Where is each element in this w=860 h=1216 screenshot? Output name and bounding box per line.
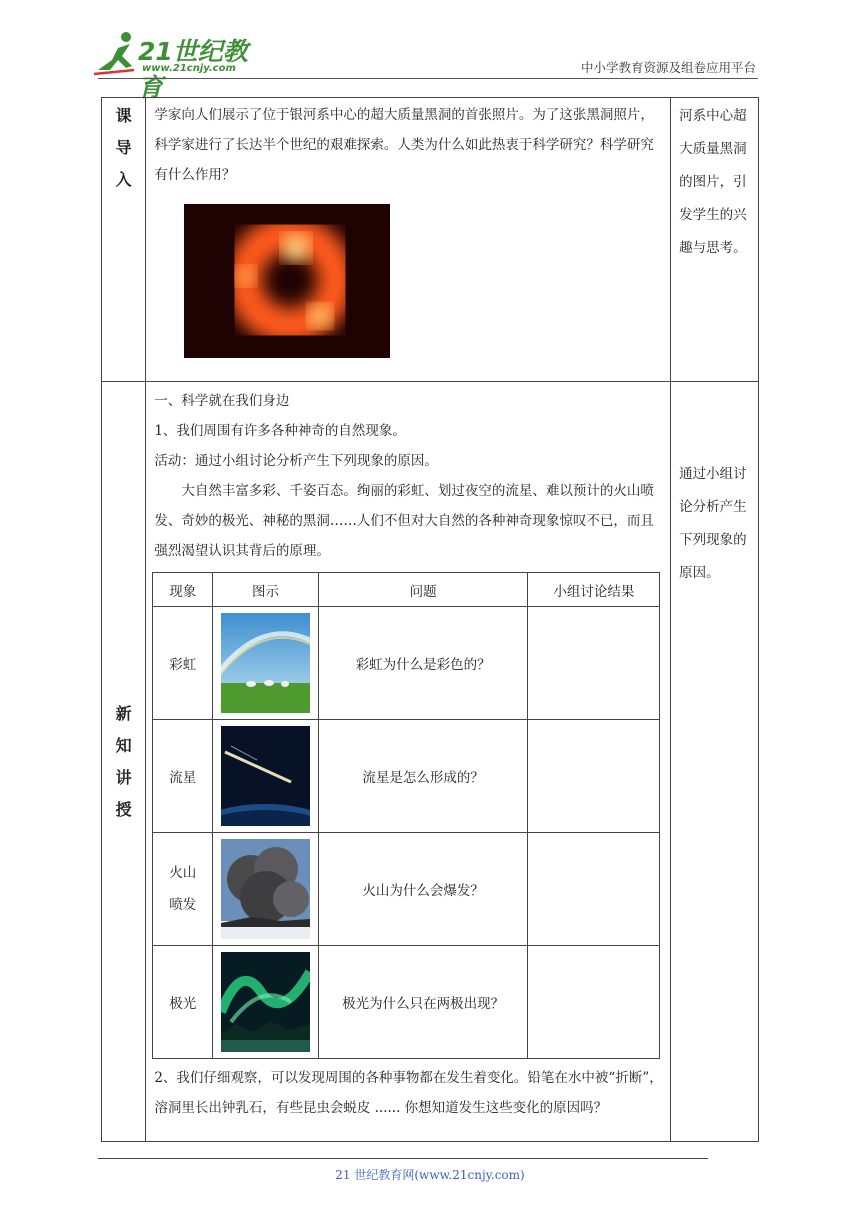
lesson-plan-table bbox=[101, 97, 759, 1142]
new-knowledge-label-char: 知 bbox=[115, 735, 132, 755]
illustration-cell bbox=[213, 946, 319, 1059]
intro-text: 学家向人们展示了位于银河系中心的超大质量黑洞的首张照片。为了这张黑洞照片，科学家进行了长达半个世纪的艰难探索。人类为什么如此热衷于科学研究？科学研究有什么作用？ bbox=[154, 107, 654, 183]
logo-text: 21世纪教育 bbox=[138, 37, 248, 102]
phenomenon-cell: 极光 bbox=[153, 946, 213, 1059]
illustration-cell bbox=[213, 833, 319, 946]
black-hole-image bbox=[184, 204, 390, 358]
new-knowledge-side-cell bbox=[671, 382, 759, 1142]
page-header bbox=[0, 0, 860, 102]
intro-label-char: 入 bbox=[115, 170, 132, 189]
section-heading: 一、科学就在我们身边 bbox=[154, 393, 290, 409]
phenomenon-cell: 流星 bbox=[153, 720, 213, 833]
volcano-image bbox=[221, 839, 310, 939]
column-header: 图示 bbox=[213, 573, 319, 607]
result-cell[interactable] bbox=[528, 833, 660, 946]
intro-label-cell bbox=[102, 98, 146, 382]
column-header: 问题 bbox=[318, 573, 527, 607]
illustration-cell bbox=[213, 720, 319, 833]
result-cell[interactable] bbox=[528, 946, 660, 1059]
question-cell: 火山为什么会爆发？ bbox=[318, 833, 527, 946]
new-knowledge-label-cell bbox=[102, 382, 146, 1142]
result-cell[interactable] bbox=[528, 720, 660, 833]
activity-text: 活动：通过小组讨论分析产生下列现象的原因。 bbox=[154, 453, 438, 469]
footer-divider bbox=[98, 1158, 708, 1159]
new-knowledge-row bbox=[102, 382, 759, 1142]
phenomena-table bbox=[152, 572, 660, 1059]
intro-content-cell bbox=[146, 98, 671, 382]
new-knowledge-content-cell bbox=[146, 382, 671, 1142]
meteor-image bbox=[221, 726, 310, 826]
new-knowledge-label-char: 授 bbox=[115, 799, 132, 819]
platform-name: 中小学教育资源及组卷应用平台 bbox=[580, 60, 756, 75]
intro-row bbox=[102, 98, 759, 382]
new-knowledge-label-char: 讲 bbox=[115, 767, 132, 787]
phenomenon-cell: 彩虹 bbox=[153, 607, 213, 720]
column-header: 现象 bbox=[153, 573, 213, 607]
question-cell: 极光为什么只在两极出现？ bbox=[318, 946, 527, 1059]
intro-label-char: 课 bbox=[115, 106, 132, 125]
table-row bbox=[153, 833, 660, 946]
illustration-cell bbox=[213, 607, 319, 720]
column-header: 小组讨论结果 bbox=[528, 573, 660, 607]
table-row bbox=[153, 607, 660, 720]
new-knowledge-label-char: 新 bbox=[115, 703, 132, 723]
question-cell: 彩虹为什么是彩色的？ bbox=[318, 607, 527, 720]
footer-link[interactable]: 21 世纪教育网(www.21cnjy.com) bbox=[335, 1168, 525, 1182]
aurora-image bbox=[221, 952, 310, 1052]
logo-url: www.21cnjy.com bbox=[142, 63, 236, 74]
phenomenon-label: 火山喷发 bbox=[169, 865, 197, 913]
point-1: 1、我们周围有许多各种神奇的自然现象。 bbox=[154, 423, 406, 439]
phenomenon-cell bbox=[153, 833, 213, 946]
point-2: 2、我们仔细观察，可以发现周围的各种事物都在发生着变化。铅笔在水中被“折断”，溶洞里长出钟乳石，有些昆虫会蜕皮 ...... 你想知道发生这些变化的原因吗？ bbox=[154, 1070, 663, 1116]
nature-paragraph: 大自然丰富多彩、千姿百态。绚丽的彩虹、划过夜空的流星、难以预计的火山喷发、奇妙的极光、神秘的黑洞……人们不但对大自然的各种神奇现象惊叹不已，而且强烈渴望认识其背后的原理。 bbox=[154, 483, 654, 559]
runner-logo-icon bbox=[92, 30, 140, 76]
header-divider bbox=[98, 78, 758, 79]
phenomena-table-header bbox=[153, 573, 660, 607]
table-row bbox=[153, 946, 660, 1059]
site-logo[interactable] bbox=[92, 30, 262, 102]
rainbow-image bbox=[221, 613, 310, 713]
intro-side-note: 河系中心超大质量黑洞的图片，引发学生的兴趣与思考。 bbox=[679, 108, 747, 256]
question-cell: 流星是怎么形成的？ bbox=[318, 720, 527, 833]
table-row bbox=[153, 720, 660, 833]
intro-side-cell bbox=[671, 98, 759, 382]
result-cell[interactable] bbox=[528, 607, 660, 720]
intro-label-char: 导 bbox=[115, 138, 132, 157]
new-knowledge-side-note: 通过小组讨论分析产生下列现象的原因。 bbox=[679, 466, 747, 581]
